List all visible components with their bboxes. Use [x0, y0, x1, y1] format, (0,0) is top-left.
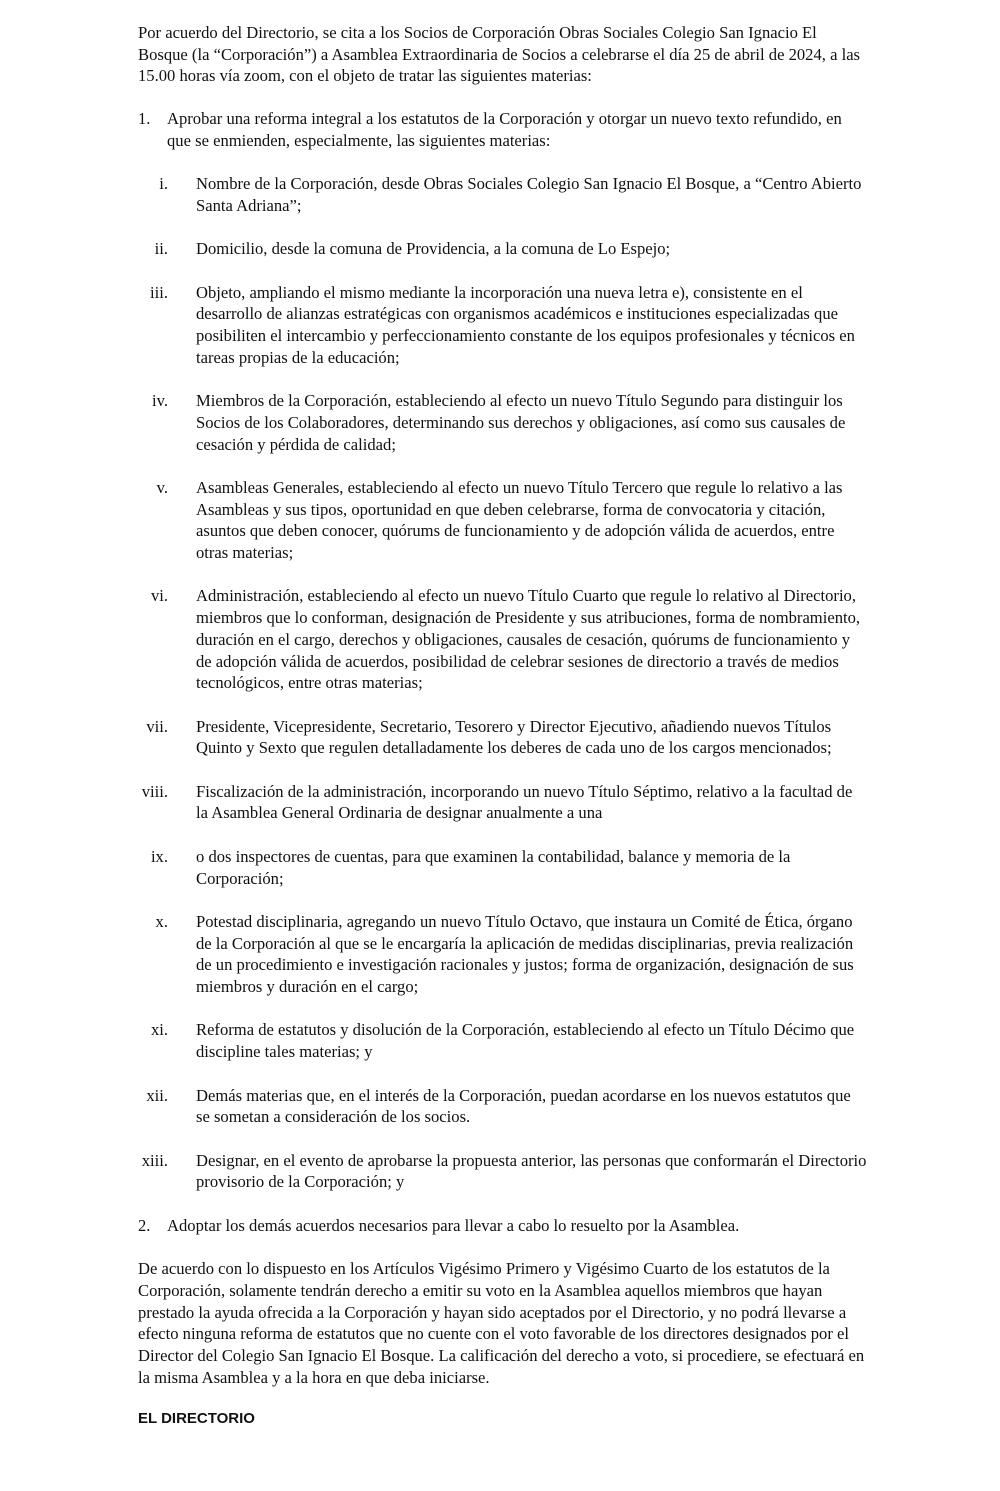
sub-item-number: vii.	[146, 716, 168, 736]
sub-item	[138, 781, 868, 824]
sub-item-text: Objeto, ampliando el mismo mediante la incorporación una nueva letra e), consistente en el desarrollo de alianzas estratégicas con organismos académicos e instituciones especializadas que posibiliten el intercambio y perfeccionamiento constante de los equipos profesionales y técnicos en tareas propias de la educación;	[196, 282, 855, 367]
signature: EL DIRECTORIO	[138, 1410, 255, 1428]
sub-item-text: o dos inspectores de cuentas, para que examinen la contabilidad, balance y memoria de la Corporación;	[196, 846, 791, 888]
sub-item-text: Fiscalización de la administración, incorporando un nuevo Título Séptimo, relativo a la facultad de la Asamblea General Ordinaria de designar anualmente a una	[196, 781, 853, 823]
sub-item-number: xii.	[146, 1085, 168, 1105]
sub-item	[138, 173, 868, 216]
sub-item-text: Potestad disciplinaria, agregando un nuevo Título Octavo, que instaura un Comité de Ética, órgano de la Corporación al que se le encargaría la aplicación de medidas disciplinarias, previa realización de un procedimiento e investigación racionales y justos; forma de organización, designación de sus miembros y duración en el cargo;	[196, 911, 854, 997]
sub-item	[138, 390, 868, 455]
sub-item	[138, 238, 868, 260]
sub-item-text: Administración, estableciendo al efecto un nuevo Título Cuarto que regule lo relativo al Directorio, miembros que lo conforman, designación de Presidente y sus atribuciones, forma de nombramiento, duración en el cargo, derechos y obligaciones, causales de cesación, quórums de funcionamiento y de adopción válida de acuerdos, posibilidad de celebrar sesiones de directorio a través de medios tecnológicos, entre otras materias;	[196, 586, 861, 693]
sub-item-number: ii.	[154, 239, 168, 259]
agenda-item-1	[138, 108, 868, 151]
sub-item-number: xiii.	[141, 1150, 168, 1170]
sub-item	[138, 1019, 868, 1062]
sub-item-text: Designar, en el evento de aprobarse la propuesta anterior, las personas que conformarán el Directorio provisorio de la Corporación; y	[196, 1150, 867, 1192]
sub-item-number: iii.	[150, 282, 168, 302]
sub-item	[138, 1085, 868, 1128]
sub-item	[138, 1150, 868, 1193]
sub-item-text: Asambleas Generales, estableciendo al efecto un nuevo Título Tercero que regule lo relativo a las Asambleas y sus tipos, oportunidad en que deben celebrarse, forma de convocatoria y citación, asuntos que deben conocer, quórums de funcionamiento y de adopción válida de acuerdos, entre otras materias;	[196, 477, 843, 563]
sub-item-number: ix.	[150, 846, 168, 866]
intro-paragraph: Por acuerdo del Directorio, se cita a los Socios de Corporación Obras Sociales Colegio San Ignacio El Bosque (la “Corporación”) a Asamblea Extraordinaria de Socios a celebrarse el día 25 de abril de 2024, a las 15.00 horas vía zoom, con el objeto de tratar las siguientes materias:	[138, 23, 861, 86]
sub-item	[138, 846, 868, 889]
sub-item-list	[138, 173, 868, 1193]
sub-item-number: iv.	[152, 391, 168, 411]
sub-item	[138, 282, 868, 369]
sub-item	[138, 477, 868, 564]
sub-item-number: x.	[155, 911, 168, 931]
sub-item	[138, 716, 868, 759]
sub-item-text: Domicilio, desde la comuna de Providencia, a la comuna de Lo Espejo;	[196, 239, 671, 259]
sub-item-text: Miembros de la Corporación, estableciendo al efecto un nuevo Título Segundo para distinguir los Socios de los Colaboradores, determinando sus derechos y obligaciones, así como sus causales de cesación y pérdida de calidad;	[196, 391, 846, 454]
sub-item-number: v.	[156, 477, 168, 497]
sub-item-text: Reforma de estatutos y disolución de la Corporación, estableciendo al efecto un Título Décimo que discipline tales materias; y	[196, 1020, 855, 1062]
sub-item-number: vi.	[150, 586, 168, 606]
agenda-item-text: Aprobar una reforma integral a los estatutos de la Corporación y otorgar un nuevo texto refundido, en que se enmienden, especialmente, las siguientes materias:	[167, 109, 842, 150]
sub-item-text: Nombre de la Corporación, desde Obras Sociales Colegio San Ignacio El Bosque, a “Centro Abierto Santa Adriana”;	[196, 174, 862, 215]
sub-item-text: Presidente, Vicepresidente, Secretario, Tesorero y Director Ejecutivo, añadiendo nuevos Títulos Quinto y Sexto que regulen detalladamente los deberes de cada uno de los cargos mencionados;	[196, 716, 832, 758]
agenda-item-2	[138, 1215, 868, 1237]
closing-paragraph: De acuerdo con lo dispuesto en los Artículos Vigésimo Primero y Vigésimo Cuarto de los estatutos de la Corporación, solamente tendrán derecho a emitir su voto en la Asamblea aquellos miembros que hayan prestado la ayuda ofrecida a la Corporación y hayan sido aceptados por el Directorio, y no podrá llevarse a efecto ninguna reforma de estatutos que no cuente con el voto favorable de los directores designados por el Director del Colegio San Ignacio El Bosque. La calificación del derecho a voto, si procediere, se efectuará en la misma Asamblea y a la hora en que deba iniciarse.	[138, 1259, 865, 1387]
agenda-item-number: 1.	[138, 109, 151, 129]
sub-item-number: viii.	[141, 781, 168, 801]
agenda-item-text: Adoptar los demás acuerdos necesarios para llevar a cabo lo resuelto por la Asamblea.	[167, 1215, 740, 1235]
sub-item-text: Demás materias que, en el interés de la Corporación, puedan acordarse en los nuevos estatutos que se sometan a consideración de los socios.	[196, 1085, 851, 1127]
agenda-item-number: 2.	[138, 1215, 151, 1235]
sub-item-number: xi.	[150, 1020, 168, 1040]
document-page	[138, 22, 868, 1429]
sub-item	[138, 911, 868, 998]
sub-item-number: i.	[159, 174, 168, 194]
sub-item	[138, 585, 868, 694]
